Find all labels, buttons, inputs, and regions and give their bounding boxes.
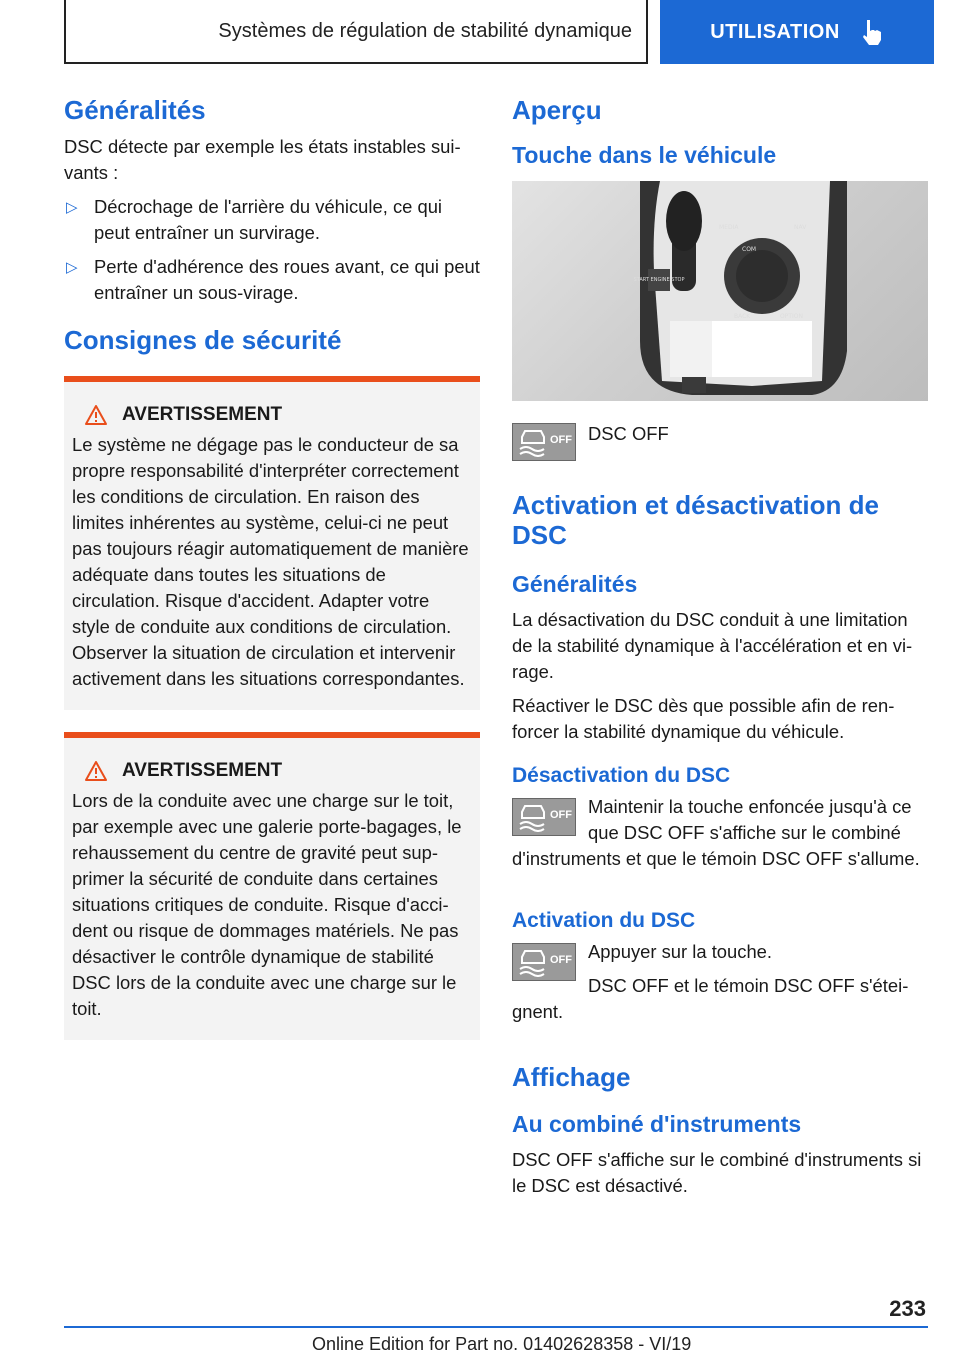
warning-label: AVERTISSEMENT [122, 759, 283, 781]
deactivation-block [512, 794, 928, 880]
off-label: OFF [550, 809, 572, 822]
skidding-car-icon [516, 802, 550, 832]
start-button-label: START ENGINE STOP [633, 277, 685, 284]
off-label: OFF [550, 954, 572, 967]
page-number: 233 [889, 1296, 926, 1321]
section-title: Systèmes de régulation de stabilité dynamique [218, 19, 632, 42]
triangle-bullet-icon: ▷ [66, 258, 78, 276]
edition-info: Online Edition for Part no. 01402628358 - VI/19 [312, 1334, 692, 1354]
activation-heading: Activation et désactivation de DSC [512, 490, 879, 551]
warning-text: Lors de la conduite avec une charge sur le toit, par exemple avec une galerie porte-bagages, le rehaussement du centre de gravité peut supprimer la sécurité de conduite dans certaines situations critiques de conduite. Risque d'accident ou risque de dommages matériels. Ne pas désactiver le contrôle dynamique de stabilité DSC lors de la conduite avec une charge sur le toit. [72, 789, 462, 1019]
activation-block [512, 939, 928, 1033]
warning-text: Le système ne dégage pas le conducteur de sa propre responsabilité d'interpréter correctement les conditions de circulation. En raison des limites inhérentes au système, celui-ci ne peut pas toujours réagir automatiquement de manière adéquate dans toutes les situations de circulation. Risque d'accident. Adapter votre style de conduite aux conditions de circulation. Observer la situation de circulation et intervenir activement dans les situations correspondantes. [72, 433, 469, 689]
chapter-tab[interactable] [660, 0, 934, 64]
console-illustration [512, 181, 928, 401]
safety-heading: Consignes de sécurité [64, 324, 342, 355]
skidding-car-icon [516, 427, 550, 457]
list-item: ▷ Perte d'adhérence des roues avant, ce qui peut entraîner un sous-virage. [66, 255, 480, 303]
warning-box-1 [64, 376, 480, 710]
triangle-bullet-icon: ▷ [66, 198, 78, 216]
activation-paragraph-1: Appuyer sur la touche. [588, 941, 773, 963]
touche-heading: Touche dans le véhicule [512, 141, 777, 168]
left-column [64, 96, 480, 1050]
general-paragraph-2: Réactiver le DSC dès que possible afin de renforcer la stabilité dynamique du véhicule. [512, 694, 895, 742]
com-button-label: COM [742, 246, 757, 254]
general-paragraph-1: La désactivation du DSC conduit à une limitation de la stabilité dynamique à l'accélération et en virage. [512, 608, 913, 682]
option-button-label: OPTION [780, 313, 803, 321]
pointing-hand-icon [858, 18, 884, 46]
combine-heading: Au combiné d'instruments [512, 1111, 802, 1138]
running-header [64, 0, 648, 64]
general-subheading: Généralités [512, 571, 638, 598]
dsc-off-caption: DSC OFF [588, 423, 669, 445]
combine-text: DSC OFF s'affiche sur le combiné d'instruments si le DSC est désactivé. [512, 1148, 922, 1196]
list-item: ▷ Décrochage de l'arrière du véhicule, ce qui peut entraîner un survirage. [66, 195, 443, 243]
dsc-off-row [512, 419, 928, 465]
deactivation-heading: Désactivation du DSC [512, 763, 731, 787]
media-button-label: MEDIA [719, 224, 739, 232]
back-button-label: BACK [734, 313, 751, 321]
generalites-text: DSC détecte par exemple les états instables suivants : [64, 135, 461, 183]
skidding-car-icon [516, 947, 550, 977]
generalites-heading: Généralités [64, 95, 206, 125]
activation-dsc-heading: Activation du DSC [512, 909, 696, 933]
activation-paragraph-2: DSC OFF et le témoin DSC OFF s'éteignent. [512, 975, 909, 1023]
nav-button-label: NAV [794, 224, 807, 232]
apercu-heading: Aperçu [512, 95, 602, 125]
instability-list [64, 194, 480, 306]
warning-triangle-icon [84, 760, 108, 782]
dsc-off-button-icon [512, 943, 576, 981]
chapter-label: UTILISATION [710, 20, 840, 43]
affichage-heading: Affichage [512, 1062, 631, 1093]
dsc-off-button-icon [512, 798, 576, 836]
warning-box-2 [64, 732, 480, 1040]
warning-triangle-icon [84, 404, 108, 426]
warning-label: AVERTISSEMENT [122, 403, 283, 425]
center-console-photo [512, 181, 928, 401]
off-label: OFF [550, 434, 572, 447]
footer-divider [64, 1326, 928, 1328]
dsc-off-button-icon [512, 423, 576, 461]
deactivation-text: Maintenir la touche enfoncée jusqu'à ce que DSC OFF s'affiche sur le combiné d'instruments et que le témoin DSC OFF s'allume. [512, 796, 920, 870]
right-column [512, 96, 928, 1207]
